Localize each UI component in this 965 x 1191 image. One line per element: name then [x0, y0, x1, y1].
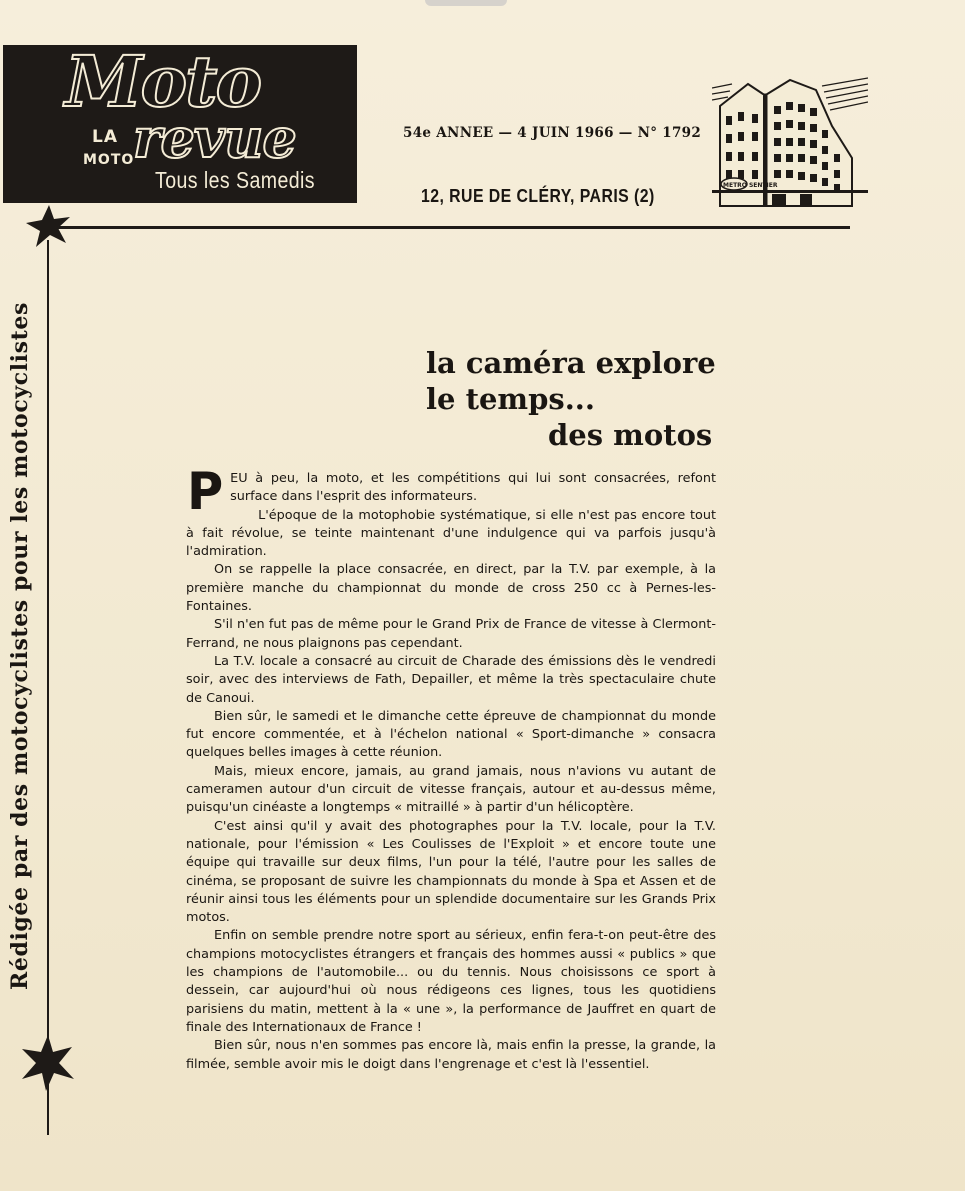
star-ornament-top-icon [24, 205, 74, 249]
article-headline [420, 345, 720, 453]
issue-line: 54e ANNEE — 4 JUIN 1966 — N° 1792 [403, 125, 702, 141]
article-paragraph-10: Bien sûr, nous n'en sommes pas encore là, mais enfin la presse, la grande, la filmée, semble avoir mis le doigt dans l'engrenage et c'est là l'essentiel. [186, 1038, 716, 1072]
drop-cap: P [186, 462, 224, 522]
article-paragraph-5: La T.V. locale a consacré au circuit de Charade des émissions dès le vendredi soir, avec des interviews de Fath, Depailler, et même la très spectaculaire chute de Canoui. [186, 653, 716, 706]
logo-revue-word: revue [133, 106, 296, 170]
article-paragraph-8: C'est ainsi qu'il y avait des photographes pour la T.V. locale, pour la T.V. nationale, pour l'émission « Les Coulisses de l'Exploit » et encore toute une équipe qui travaille sur deux films, l'un pour la télé, l'autre pour les salles de cinéma, se proposant de suivre les championnats du monde à Spa et Assen et de réunir ainsi tous les éléments pour un splendide documentaire sur les Grands Prix motos. [186, 818, 716, 926]
logo-moto-small-word: MOTO [83, 152, 135, 168]
article-paragraph-4: S'il n'en fut pas de même pour le Grand Prix de France de vitesse à Clermont-Ferrand, ne nous plaignons pas cependant. [186, 617, 716, 651]
headline-line-1: la caméra explore [426, 346, 716, 380]
headline-line-3: des motos [548, 418, 713, 452]
logo-moto-word: Moto [65, 40, 261, 123]
sidebar-rule [47, 240, 49, 1135]
masthead-tagline: Tous les Samedis [155, 167, 316, 193]
building-illustration [712, 66, 868, 210]
sidebar-vertical-slogan: Rédigée par des motocyclistes pour les motocyclistes [7, 302, 33, 990]
logo-la-word: LA [92, 127, 118, 147]
article-paragraph-1 [186, 462, 716, 522]
metro-sign-text: METRO SENTIER [723, 182, 778, 189]
article-paragraph-9: Enfin on semble prendre notre sport au sérieux, enfin fera-t-on peut-être des champions motocyclistes étrangers et français des hommes aussi « publics » que les champions de l'automobile... ou du tennis. Nous choisissons ce sport à dessein, car aujourd'hui où nous rédigeons ces lignes, tous les quotidiens parisiens du matin, mettent à la « une », la performance de Jauffret en quart de finale des Internationaux de France ! [186, 928, 716, 1035]
masthead-logo-block [3, 40, 357, 203]
headline-line-2: le temps... [426, 382, 595, 416]
article-paragraph-6: Bien sûr, le samedi et le dimanche cette épreuve de championnat du monde fut encore commentée, et à l'échelon national « Sport-dimanche » consacra quelques belles images à cette réunion. [186, 708, 716, 761]
article-paragraph-3: On se rappelle la place consacrée, en direct, par la T.V. par exemple, à la première manche du championnat du monde de cross 250 cc à Pernes-les-Fontaines. [186, 562, 716, 615]
address-line: 12, RUE DE CLÉRY, PARIS (2) [421, 186, 655, 206]
binder-clip [425, 0, 507, 6]
article-body [186, 462, 716, 1074]
paragraph-text: EU à peu, la moto, et les compétitions qui lui sont consacrées, refont surface dans l'esprit des informateurs. [230, 471, 716, 505]
article-paragraph-7: Mais, mieux encore, jamais, au grand jamais, nous n'avions vu autant de cameramen autour d'un circuit de vitesse français, autour et au-dessus même, puisqu'un cinéaste a longtemps « mitraillé » à partir d'un hélicoptère. [186, 763, 716, 816]
header-rule [45, 226, 850, 229]
star-ornament-bottom-icon [18, 1035, 78, 1091]
article-paragraph-2: L'époque de la motophobie systématique, si elle n'est pas encore tout à fait révolue, se teinte maintenant d'une indulgence qui va parfois jusqu'à l'admiration. [186, 507, 716, 560]
